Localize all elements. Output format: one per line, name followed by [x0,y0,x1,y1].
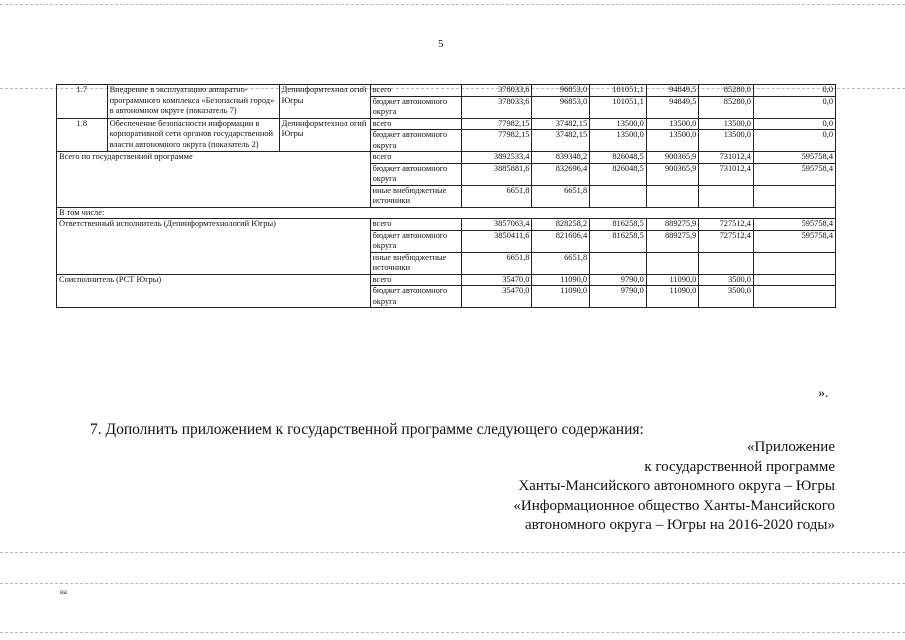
value-cell [646,185,699,207]
table-row [57,274,836,286]
source-cell: всего [370,219,461,231]
appendix-line: Ханты-Мансийского автономного округа – Югры [518,478,835,494]
value-cell [753,185,835,207]
table-body [57,85,836,308]
value-cell: 96853,0 [532,85,590,97]
value-cell: 13500,0 [590,130,647,152]
source-cell: всего [370,152,461,164]
item-number-cell: 1.7 [57,85,108,119]
value-cell: 727512,4 [699,230,754,252]
value-cell [590,252,647,274]
closing-quote: ». [818,386,829,401]
value-cell: 101051,1 [590,96,647,118]
value-cell: 3850411,6 [461,230,532,252]
value-cell: 0,0 [753,130,835,152]
source-cell: иные внебюджетные источники [370,185,461,207]
value-cell: 3500,0 [699,286,754,308]
value-cell [699,252,754,274]
executor-cell: Депинформтехнол огий Югры [279,85,370,119]
value-cell: 6651,8 [532,185,590,207]
value-cell: 37482,15 [532,118,590,130]
value-cell: 821606,4 [532,230,590,252]
value-cell: 889275,9 [646,230,699,252]
group-label-cell: Соисполнитель (РСТ Югры) [57,274,371,308]
table-row [57,85,836,97]
value-cell: 13500,0 [646,130,699,152]
value-cell: 378033,6 [461,85,532,97]
value-cell: 0,0 [753,118,835,130]
item-number-cell: 1.8 [57,118,108,152]
footer-mark: на [60,588,67,596]
section-7-text: 7. Дополнить приложением к государственной программе следующего содержания: [90,421,644,438]
value-cell: 595758,4 [753,152,835,164]
value-cell: 35470,0 [461,274,532,286]
value-cell: 77982,15 [461,130,532,152]
scan-artifact-line [0,4,905,5]
value-cell: 6651,8 [461,185,532,207]
value-cell: 11090,0 [532,286,590,308]
value-cell: 816258,5 [590,219,647,231]
value-cell: 6651,8 [461,252,532,274]
value-cell: 13500,0 [699,130,754,152]
value-cell: 378033,6 [461,96,532,118]
value-cell: 6651,8 [532,252,590,274]
value-cell: 9790,0 [590,286,647,308]
value-cell [753,286,835,308]
value-cell: 101051,1 [590,85,647,97]
source-cell: бюджет автономного округа [370,130,461,152]
financing-table [56,84,836,308]
item-name-cell: Обеспечение безопасности информации в корпоративной сети органов государственной власти автономного округа (показатель 2) [107,118,279,152]
source-cell: бюджет автономного округа [370,96,461,118]
value-cell: 832696,4 [532,163,590,185]
value-cell: 11090,0 [646,274,699,286]
value-cell: 595758,4 [753,219,835,231]
value-cell: 96853,0 [532,96,590,118]
value-cell: 3500,0 [699,274,754,286]
table-row [57,118,836,130]
value-cell: 889275,9 [646,219,699,231]
value-cell: 13500,0 [646,118,699,130]
value-cell: 77982,15 [461,118,532,130]
value-cell [590,185,647,207]
source-cell: всего [370,118,461,130]
source-cell: иные внебюджетные источники [370,252,461,274]
table-row [57,152,836,164]
appendix-line: автономного округа – Югры на 2016-2020 годы» [524,517,835,533]
value-cell: 35470,0 [461,286,532,308]
appendix-line: «Информационное общество Ханты-Мансийского [513,497,835,514]
value-cell: 839348,2 [532,152,590,164]
value-cell: 0,0 [753,96,835,118]
value-cell: 826048,5 [590,163,647,185]
value-cell: 11090,0 [646,286,699,308]
table-row [57,219,836,231]
value-cell: 826048,5 [590,152,647,164]
value-cell: 94849,5 [646,96,699,118]
value-cell: 900365,9 [646,152,699,164]
group-label-cell: Всего по государственной программе [57,152,371,208]
executor-cell: Депинформтехнол огий Югры [279,118,370,152]
value-cell: 731012,4 [699,152,754,164]
value-cell: 595758,4 [753,230,835,252]
source-cell: бюджет автономного округа [370,230,461,252]
value-cell: 731012,4 [699,163,754,185]
including-label-cell: В том числе: [57,207,836,219]
appendix-line: «Приложение [746,439,835,455]
value-cell: 3892533,4 [461,152,532,164]
value-cell: 13500,0 [699,118,754,130]
value-cell [753,274,835,286]
value-cell: 37482,15 [532,130,590,152]
scan-artifact-line [0,632,905,633]
value-cell [753,252,835,274]
value-cell: 9790,0 [590,274,647,286]
value-cell: 3885881,6 [461,163,532,185]
source-cell: бюджет автономного округа [370,163,461,185]
value-cell [646,252,699,274]
page-number: 5 [438,38,444,50]
value-cell: 0,0 [753,85,835,97]
value-cell: 816258,5 [590,230,647,252]
source-cell: всего [370,85,461,97]
value-cell: 3857063,4 [461,219,532,231]
value-cell: 85280,0 [699,96,754,118]
value-cell: 595758,4 [753,163,835,185]
value-cell: 828258,2 [532,219,590,231]
scan-artifact-line [0,552,905,553]
scan-artifact-line [0,583,905,584]
value-cell: 900365,9 [646,163,699,185]
appendix-line: к государственной программе [644,458,835,475]
value-cell [699,185,754,207]
value-cell: 94849,5 [646,85,699,97]
source-cell: бюджет автономного округа [370,286,461,308]
table-row [57,207,836,219]
appendix-header [513,438,835,536]
item-name-cell: Внедрение в эксплуатацию аппаратно-программного комплекса «Безопасный город» в автономном округе (показатель 7) [107,85,279,119]
value-cell: 13500,0 [590,118,647,130]
group-label-cell: Ответственный исполнитель (Депинформтехнологий Югры) [57,219,371,275]
value-cell: 85280,0 [699,85,754,97]
value-cell: 11090,0 [532,274,590,286]
source-cell: всего [370,274,461,286]
value-cell: 727512,4 [699,219,754,231]
